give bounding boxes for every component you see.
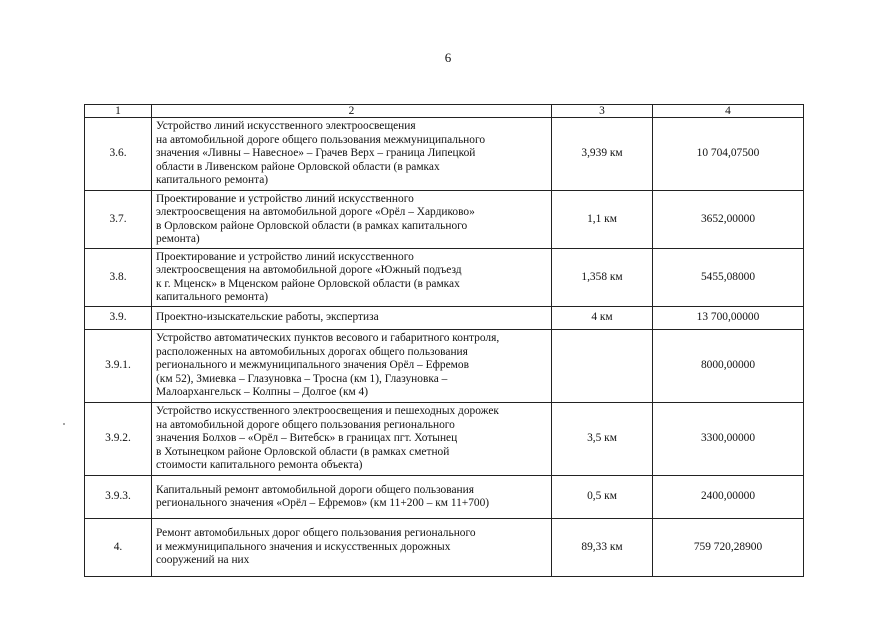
description-line: Устройство искусственного электроосвещения и пешеходных дорожек — [156, 405, 499, 418]
description-cell — [152, 476, 552, 519]
description-cell — [152, 118, 552, 191]
description-line: Ремонт автомобильных дорог общего пользования регионального — [156, 527, 476, 540]
cost-cell: 10 704,07500 — [653, 118, 804, 191]
item-number-cell: 3.8. — [85, 249, 152, 307]
table-row — [85, 249, 804, 307]
description-line: капитального ремонта) — [156, 174, 269, 187]
description-line: значения «Ливны – Навесное» – Грачев Верх – граница Липецкой — [156, 147, 476, 160]
description-line: Проектно-изыскательские работы, экспертиза — [156, 311, 379, 324]
header-cell: 4 — [653, 105, 804, 118]
description-line: области в Ливенском районе Орловской области (в рамках — [156, 160, 440, 173]
description-line: ремонта) — [156, 233, 200, 245]
length-cell: 3,939 км — [552, 118, 653, 191]
length-cell: 4 км — [552, 307, 653, 330]
description-line: Проектирование и устройство линий искусственного — [156, 250, 414, 263]
item-number-cell: 3.9.1. — [85, 330, 152, 403]
table-row — [85, 330, 804, 403]
length-cell: 3,5 км — [552, 403, 653, 476]
description-line: (км 52), Змиевка – Глазуновка – Тросна (км 1), Глазуновка – — [156, 372, 448, 385]
description-line: Проектирование и устройство линий искусственного — [156, 192, 414, 205]
header-cell: 3 — [552, 105, 653, 118]
description-cell — [152, 307, 552, 330]
table-row — [85, 191, 804, 249]
header-cell: 2 — [152, 105, 552, 118]
cost-cell: 2400,00000 — [653, 476, 804, 519]
length-cell: 89,33 км — [552, 519, 653, 577]
description-line: стоимости капитального ремонта объекта) — [156, 459, 363, 472]
table-row — [85, 476, 804, 519]
table-row — [85, 403, 804, 476]
item-number-cell: 3.9. — [85, 307, 152, 330]
header-cell: 1 — [85, 105, 152, 118]
length-cell: 0,5 км — [552, 476, 653, 519]
description-line: Малоархангельск – Колпны – Долгое (км 4) — [156, 386, 369, 399]
description-line: на автомобильной дороге общего пользования регионального — [156, 418, 455, 431]
scan-speck — [63, 423, 65, 425]
table-header-row — [85, 105, 804, 118]
description-line: к г. Мценск» в Мценском районе Орловской области (в рамках — [156, 277, 460, 290]
description-cell — [152, 403, 552, 476]
cost-cell: 3300,00000 — [653, 403, 804, 476]
table-row — [85, 118, 804, 191]
item-number-cell: 3.6. — [85, 118, 152, 191]
cost-cell: 13 700,00000 — [653, 307, 804, 330]
description-line: сооружений на них — [156, 554, 250, 567]
length-cell — [552, 330, 653, 403]
length-cell: 1,1 км — [552, 191, 653, 249]
description-cell — [152, 519, 552, 577]
description-line: электроосвещения на автомобильной дороге «Орёл – Хардиково» — [156, 206, 475, 218]
item-number-cell: 4. — [85, 519, 152, 577]
cost-cell: 8000,00000 — [653, 330, 804, 403]
description-line: электроосвещения на автомобильной дороге «Южный подъезд — [156, 264, 462, 276]
item-number-cell: 3.7. — [85, 191, 152, 249]
description-line: на автомобильной дороге общего пользования межмуниципального — [156, 133, 486, 146]
description-line: капитального ремонта) — [156, 291, 269, 303]
description-line: Устройство линий искусственного электроосвещения — [156, 120, 416, 133]
table-body — [85, 105, 804, 577]
description-cell — [152, 249, 552, 307]
description-line: и межмуниципального значения и искусственных дорожных — [156, 540, 451, 553]
description-line: значения Болхов – «Орёл – Витебск» в границах пгт. Хотынец — [156, 432, 458, 445]
description-line: Устройство автоматических пунктов весового и габаритного контроля, — [156, 332, 500, 345]
description-cell — [152, 330, 552, 403]
cost-cell: 759 720,28900 — [653, 519, 804, 577]
description-line: регионального и межмуниципального значения Орёл – Ефремов — [156, 359, 469, 372]
description-line: регионального значения «Орёл – Ефремов» (км 11+200 – км 11+700) — [156, 497, 490, 509]
table-row — [85, 307, 804, 330]
cost-cell: 3652,00000 — [653, 191, 804, 249]
item-number-cell: 3.9.3. — [85, 476, 152, 519]
table-row — [85, 519, 804, 577]
description-line: в Хотынецком районе Орловской области (в рамках сметной — [156, 445, 450, 458]
works-table — [84, 104, 804, 577]
description-line: расположенных на автомобильных дорогах общего пользования — [156, 345, 468, 358]
description-line: Капитальный ремонт автомобильной дороги общего пользования — [156, 483, 474, 496]
page-number: 6 — [444, 50, 452, 65]
item-number-cell: 3.9.2. — [85, 403, 152, 476]
cost-cell: 5455,08000 — [653, 249, 804, 307]
description-line: в Орловском районе Орловской области (в рамках капитального — [156, 219, 468, 232]
length-cell: 1,358 км — [552, 249, 653, 307]
description-cell — [152, 191, 552, 249]
